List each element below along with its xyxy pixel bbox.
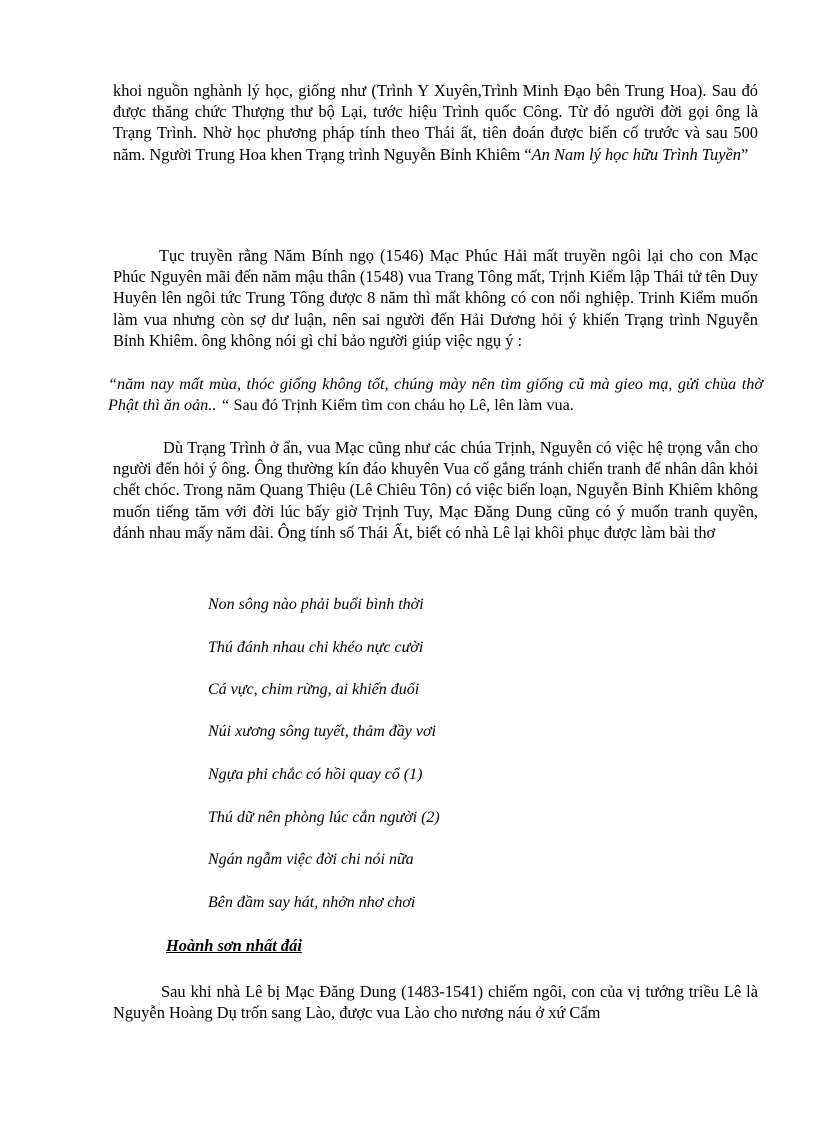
poem-line: Ngán ngẫm việc đời chi nói nữa (208, 851, 414, 868)
poem-line: Cá vực, chim rừng, ai khiến đuổi (208, 681, 420, 698)
paragraph-3-rest: Sau đó Trịnh Kiểm tìm con cháu họ Lê, lên làm vua. (229, 396, 574, 415)
paragraph-1-close: ” (740, 144, 749, 164)
paragraph-3-quote: “năm nay mất mùa, thóc giống không tốt, chúng mày nên tìm giống cũ mà gieo mạ, gửi chùa thờ Phật thì ăn oản.. “ (108, 375, 763, 415)
paragraph-4: Dù Trạng Trình ở ẩn, vua Mạc cũng như các chúa Trịnh, Nguyễn có việc hệ trọng vẫn cho người đến hỏi ý ông. Ông thường kín đáo khuyên Vua cố gắng tránh chiến tranh để nhân dân khỏi chết chóc. Trong năm Quang Thiệu (Lê Chiêu Tôn) có việc biến loạn, Nguyễn Bỉnh Khiêm không muốn tiếng tăm với đời lúc bấy giờ Trịnh Tuy, Mạc Đăng Dung cũng có ý muốn tranh quyền, đánh nhau mấy năm dài. Ông tính số Thái Ất, biết có nhà Lê lại khôi phục được làm bài thơ (113, 438, 758, 542)
paragraph-1-text: khoi nguồn nghành lý học, giống như (Trình Y Xuyên,Trình Minh Đạo bên Trung Hoa). Sau đó được thăng chức Thượng thư bộ Lại, tước hiệu Trình quốc Công. Từ đó người đời gọi ông là Trạng Trình. Nhờ học phương pháp tính theo Thái ất, tiên đoán được biến cố trước và sau 500 năm. Người Trung Hoa khen Trạng trình Nguyễn Bỉnh Khiêm “ (113, 81, 758, 164)
poem-line: Thú đánh nhau chi khéo nực cười (208, 639, 424, 656)
section-heading: Hoành sơn nhất đái (166, 936, 302, 955)
paragraph-1 (113, 80, 758, 165)
poem-line: Ngựa phi chắc có hồi quay cổ (1) (208, 766, 423, 783)
paragraph-5: Sau khi nhà Lê bị Mạc Đăng Dung (1483-1541) chiếm ngôi, con của vị tướng triều Lê là Nguyễn Hoàng Dụ trốn sang Lào, được vua Lào cho nương náu ở xứ Cẩm (113, 982, 758, 1023)
paragraph-1-quote: An Nam lý học hữu Trình Tuyền (531, 144, 741, 164)
poem-line: Thú dữ nên phòng lúc cắn người (2) (208, 809, 440, 826)
poem-line: Non sông nào phải buổi bình thời (208, 596, 424, 613)
poem-line: Núi xương sông tuyết, thảm đầy vơi (208, 723, 436, 740)
paragraph-2: Tục truyền rằng Năm Bính ngọ (1546) Mạc Phúc Hải mất truyền ngôi lại cho con Mạc Phúc Nguyên mãi đến năm mậu thân (1548) vua Trang Tông mất, Trịnh Kiểm lập Thái tử tên Duy Huyên lên ngôi tức Trung Tông được 8 năm thì mất không có con nối nghiệp. Trinh Kiểm muốn làm vua nhưng còn sợ dư luận, nên sai người đến Hải Dương hỏi ý khiến Trạng trình Nguyễn Bỉnh Khiêm. ông không nói gì chỉ bảo người giúp việc ngụ ý : (113, 246, 758, 350)
poem-line: Bên đầm say hát, nhởn nhơ chơi (208, 894, 416, 911)
paragraph-3 (108, 374, 763, 416)
